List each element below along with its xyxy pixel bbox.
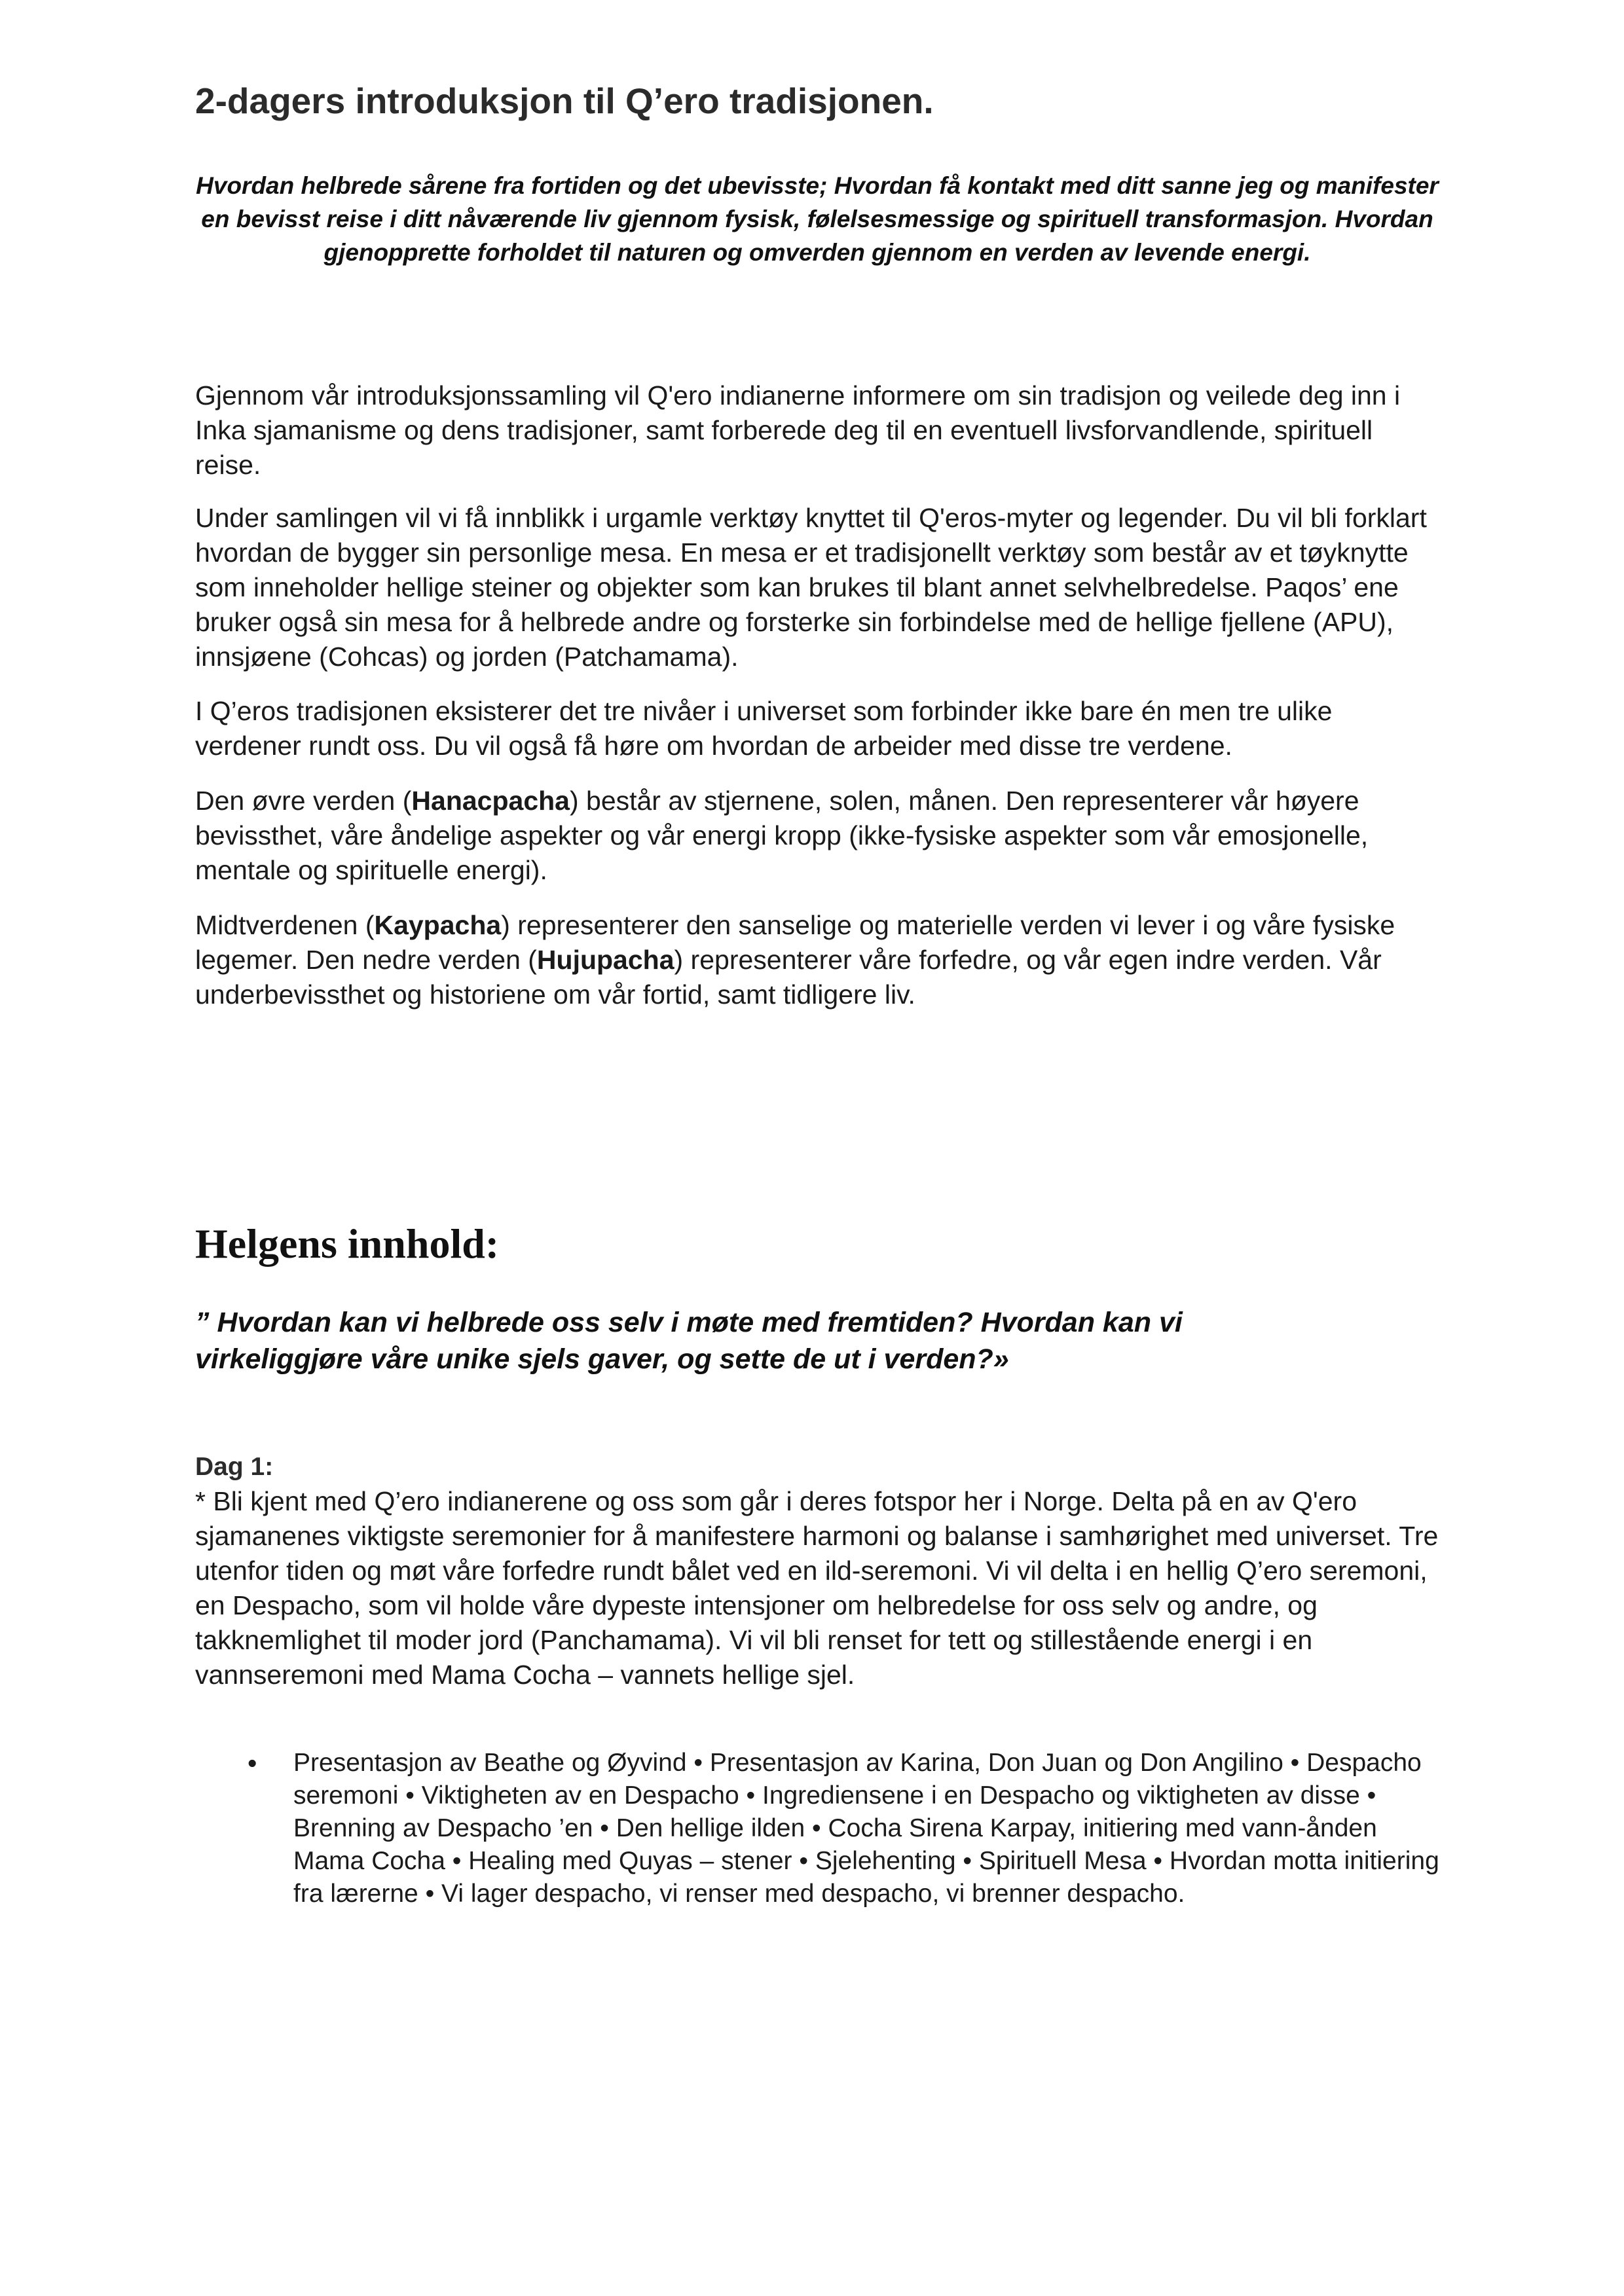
lower-world-text-after: ) representerer våre forfedre, og vår egen indre verden. Vår underbevissthet og historiene om vår fortid, samt tidligere liv. — [195, 945, 1382, 1010]
middle-world-text-middle: ) representerer den sanselige og materielle verden vi lever i og våre fysiske legemer. Den nedre verden ( — [195, 910, 1395, 975]
bullet-icon: • — [248, 1748, 257, 1778]
intro-paragraph-2: Under samlingen vil vi få innblikk i urgamle verktøy knyttet til Q'eros-myter og legender. Du vil bli forklart hvordan de bygger sin personlige mesa. En mesa er et tradisjonellt verktøy som består av et tøyknytte som inneholder hellige steiner og objekter som kan brukes til blant annet selvhelbredelse. Paqos’ ene bruker også sin mesa for å helbrede andre og forsterke sin forbindelse med de hellige fjellene (APU), innsjøene (Cohcas) og jorden (Patchamama). — [195, 503, 1427, 672]
document-subtitle: Hvordan helbrede sårene fra fortiden og det ubevisste; Hvordan få kontakt med ditt sanne jeg og manifester en bevisst reise i ditt nåværende liv gjennom fysisk, følelsesmessige og spirituell transformasjon. Hvordan gjenopprette forholdet til naturen og omverden gjennom en verden av levende energi. — [196, 172, 1439, 266]
term-hujupacha: Hujupacha — [536, 945, 674, 975]
day-1-label: Dag 1: — [195, 1453, 274, 1481]
upper-world-text-before: Den øvre verden ( — [195, 786, 412, 816]
day-1-description: * Bli kjent med Q’ero indianerene og oss som går i deres fotspor her i Norge. Delta på en av Q'ero sjamanenes viktigste seremonier for å manifestere harmoni og balanse i samhørighet med universet. Tre utenfor tiden og møt våre forfedre rundt bålet ved en ild-seremoni. Vi vil delta i en hellig Q’ero seremoni, en Despacho, som vil holde våre dypeste intensjoner om helbredelse for oss selv og andre, og takknemlighet til moder jord (Panchamama). Vi vil bli renset for tett og stillestående energi i en vannseremoni med Mama Cocha – vannets hellige sjel. — [195, 1486, 1439, 1690]
intro-paragraph-1: Gjennom vår introduksjonssamling vil Q'ero indianerne informere om sin tradisjon og veilede deg inn i Inka sjamanisme og dens tradisjoner, samt forberede deg til en eventuell livsforvandlende, spirituell reise. — [195, 380, 1401, 480]
middle-world-text-before: Midtverdenen ( — [195, 910, 375, 940]
intro-paragraph-3: I Q’eros tradisjonen eksisterer det tre nivåer i universet som forbinder ikke bare én men tre ulike verdener rundt oss. Du vil også få høre om hvordan de arbeider med disse tre verdene. — [195, 696, 1333, 761]
program-quote: ” Hvordan kan vi helbrede oss selv i møte med fremtiden? Hvordan kan vi virkeliggjøre våre unike sjels gaver, og sette de ut i verden?» — [195, 1307, 1183, 1375]
term-kaypacha: Kaypacha — [374, 910, 502, 940]
day-1-program-list-item: Presentasjon av Beathe og Øyvind • Presentasjon av Karina, Don Juan og Don Angilino • Despacho seremoni • Viktigheten av en Despacho • Ingrediensene i en Despacho og viktigheten av disse • Brenning av Despacho ’en • Den hellige ilden • Cocha Sirena Karpay, initiering med vann-ånden Mama Cocha • Healing med Quyas – stener • Sjelehenting • Spirituell Mesa • Hvordan motta initiering fra lærerne • Vi lager despacho, vi renser med despacho, vi brenner despacho. — [293, 1749, 1439, 1908]
upper-world-text-after: ) består av stjernene, solen, månen. Den representerer vår høyere bevissthet, våre åndelige aspekter og vår energi kropp (ikke-fysiske aspekter som vår emosjonelle, mentale og spirituelle energi). — [195, 786, 1369, 885]
middle-lower-world-paragraph — [195, 908, 1439, 1012]
upper-world-paragraph — [195, 784, 1439, 888]
document-title: 2-dagers introduksjon til Q’ero tradisjonen. — [195, 81, 934, 121]
term-hanacpacha: Hanacpacha — [411, 786, 570, 816]
program-heading: Helgens innhold: — [195, 1220, 500, 1267]
